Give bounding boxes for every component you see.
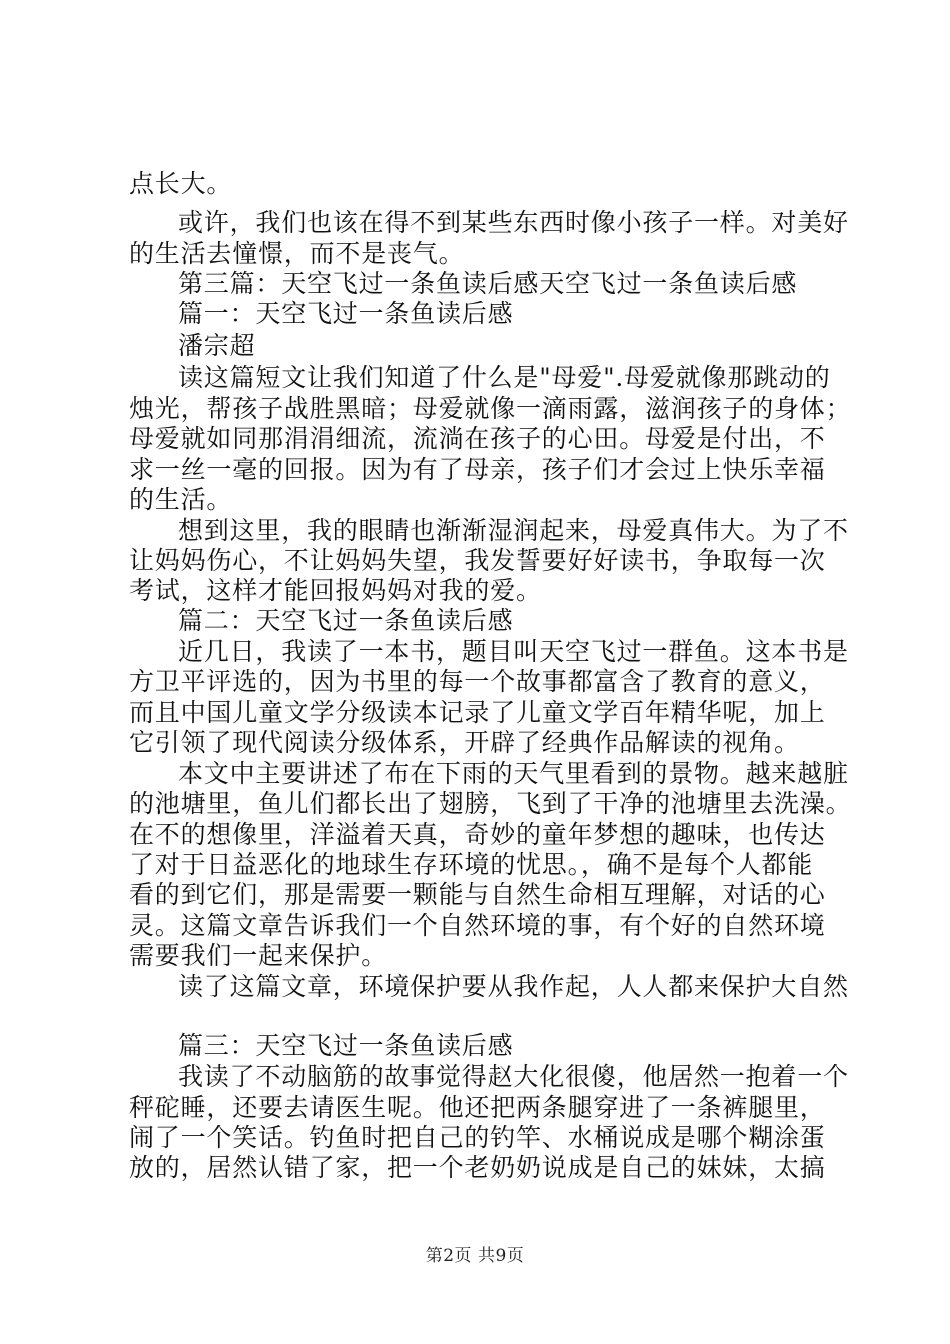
section-heading: 第三篇：天空飞过一条鱼读后感天空飞过一条鱼读后感 xyxy=(178,269,798,298)
text-line: 灵。这篇文章告诉我们一个自然环境的事，有个好的自然环境 xyxy=(129,911,826,940)
text-line: 我读了不动脑筋的故事觉得赵大化很傻，他居然一抱着一个 xyxy=(178,1062,849,1091)
text-line: 放的，居然认错了家，把一个老奶奶说成是自己的妹妹，太搞 xyxy=(129,1153,826,1182)
text-line: 看的到它们，那是需要一颗能与自然生命相互理解，对话的心 xyxy=(129,880,826,909)
text-line: 需要我们一起来保护。 xyxy=(129,941,388,970)
text-line: 它引领了现代阅读分级体系，开辟了经典作品解读的视角。 xyxy=(129,728,800,757)
text-line: 考试，这样才能回报妈妈对我的爱。 xyxy=(129,576,542,605)
text-line: 近几日，我读了一本书，题目叫天空飞过一群鱼。这本书是 xyxy=(178,637,849,666)
text-line: 的生活。 xyxy=(129,485,233,514)
section-heading: 篇一：天空飞过一条鱼读后感 xyxy=(178,299,514,328)
page-footer: 第2页 共9页 xyxy=(425,1246,525,1266)
text-line: 的池塘里，鱼儿们都长出了翅膀，飞到了干净的池塘里去洗澡。 xyxy=(129,789,852,818)
text-line: 母爱就如同那涓涓细流，流淌在孩子的心田。母爱是付出，不 xyxy=(129,424,826,453)
text-line: 方卫平评选的，因为书里的每一个故事都富含了教育的意义， xyxy=(129,667,826,696)
text-line: 而且中国儿童文学分级读本记录了儿童文学百年精华呢，加上 xyxy=(129,698,826,727)
text-line: 在不的想像里，洋溢着天真，奇妙的童年梦想的趣味，也传达 xyxy=(129,820,826,849)
text-line: 秤砣睡，还要去请医生呢。他还把两条腿穿进了一条裤腿里， xyxy=(129,1093,826,1122)
text-line: 点长大。 xyxy=(129,169,233,198)
text-line: 的生活去憧憬，而不是丧气。 xyxy=(129,239,465,268)
text-line: 读了这篇文章，环境保护要从我作起，人人都来保护大自然 xyxy=(178,972,849,1001)
text-line: 让妈妈伤心，不让妈妈失望，我发誓要好好读书，争取每一次 xyxy=(129,546,826,575)
section-heading: 篇二：天空飞过一条鱼读后感 xyxy=(178,606,514,635)
text-line: 了对于日益恶化的地球生存环境的忧思。，确不是每个人都能 xyxy=(129,850,814,879)
text-line: 求一丝一毫的回报。因为有了母亲，孩子们才会过上快乐幸福 xyxy=(129,455,826,484)
text-line: 本文中主要讲述了布在下雨的天气里看到的景物。越来越脏 xyxy=(178,759,849,788)
text-line: 读这篇短文让我们知道了什么是"母爱".母爱就像那跳动的 xyxy=(178,363,831,392)
author-name: 潘宗超 xyxy=(178,331,256,360)
text-line: 或许，我们也该在得不到某些东西时像小孩子一样。对美好 xyxy=(178,208,849,237)
text-line: 烛光，帮孩子战胜黑暗；母爱就像一滴雨露，滋润孩子的身体； xyxy=(129,394,852,423)
text-line: 想到这里，我的眼睛也渐渐湿润起来，母爱真伟大。为了不 xyxy=(178,516,849,545)
section-heading: 篇三：天空飞过一条鱼读后感 xyxy=(178,1031,514,1060)
text-line: 闹了一个笑话。钓鱼时把自己的钓竿、水桶说成是哪个糊涂蛋 xyxy=(129,1123,826,1152)
